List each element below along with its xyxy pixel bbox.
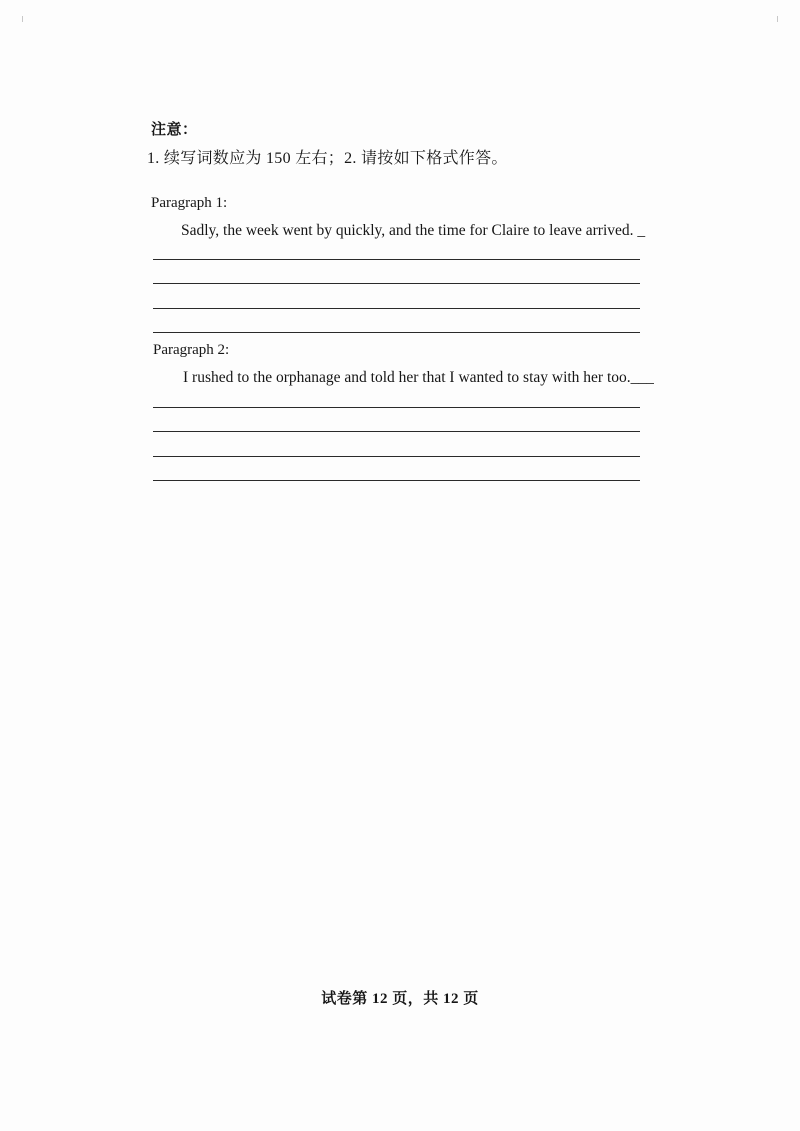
paragraph-2-opening-sentence: I rushed to the orphanage and told her that I wanted to stay with her too.___ [183,369,654,386]
paragraph-2-answer-line [153,407,640,408]
paragraph-2-answer-line [153,431,640,432]
paragraph-1-answer-line [153,332,640,333]
scan-edge-mark-left [22,16,23,22]
notice-title: 注意： [151,122,198,138]
paragraph-2-answer-line [153,456,640,457]
paragraph-1-answer-line [153,259,640,260]
paragraph-1-answer-line [153,308,640,309]
notice-instructions: 1. 续写词数应为 150 左右；2. 请按如下格式作答。 [147,150,508,167]
paragraph-1-label: Paragraph 1: [151,195,228,211]
scan-edge-mark-right [777,16,778,22]
paragraph-2-answer-line [153,480,640,481]
page-footer: 试卷第 12 页，共 12 页 [321,991,479,1007]
paragraph-2-label: Paragraph 2: [153,342,230,358]
paragraph-1-opening-sentence: Sadly, the week went by quickly, and the time for Claire to leave arrived. _ [181,222,646,239]
paragraph-1-answer-line [153,283,640,284]
